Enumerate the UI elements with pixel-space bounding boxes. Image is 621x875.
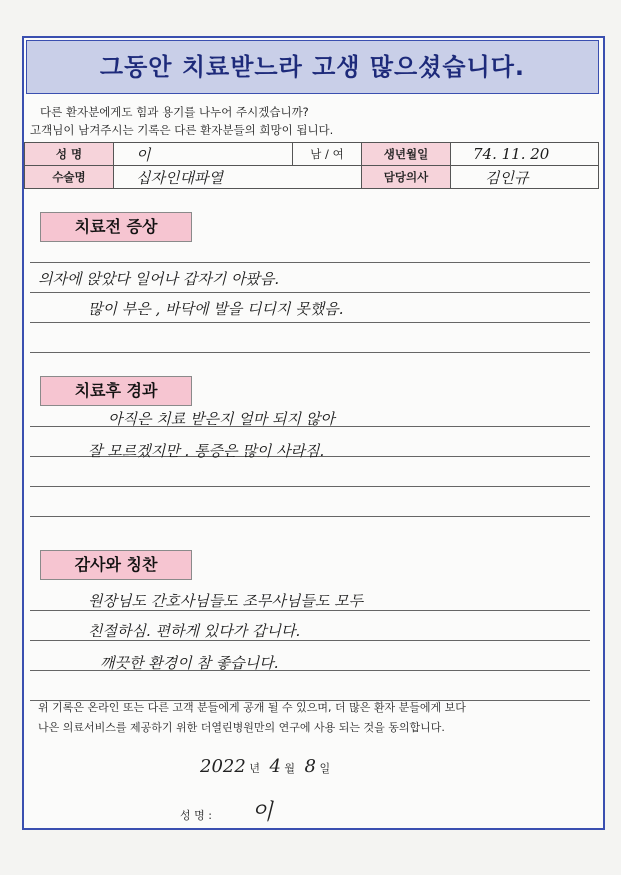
- consent-line-2: 나은 의료서비스를 제공하기 위한 더열린병원만의 연구에 사용 되는 것을 동의합니다.: [38, 721, 445, 734]
- after-heading: 치료후 경과: [40, 376, 192, 406]
- birth-label: 생년월일: [362, 143, 451, 166]
- rule: [30, 322, 590, 323]
- sign-year: 2022: [200, 756, 246, 777]
- doctor-value: 김인규: [451, 166, 599, 189]
- birth-value: 74. 11. 20: [451, 143, 599, 166]
- sign-day: 8: [304, 756, 316, 777]
- sign-name-value: 이: [251, 800, 273, 825]
- month-unit: 월: [284, 762, 296, 775]
- sign-name-row: [180, 795, 273, 826]
- intro-line-1: 다른 환자분에게도 힘과 용기를 나누어 주시겠습니까?: [40, 105, 309, 119]
- rule: [30, 292, 590, 293]
- year-unit: 년: [249, 762, 260, 775]
- name-label: 성 명: [25, 143, 114, 166]
- doctor-label: 담당의사: [362, 166, 451, 189]
- gender-field: 남 / 여: [293, 143, 362, 166]
- rule: [30, 352, 590, 353]
- sign-date: [200, 756, 330, 777]
- thanks-line-1: 원장님도 간호사님들도 조무사님들도 모두: [88, 592, 364, 610]
- rule: [30, 262, 590, 263]
- before-line-2: 많이 부은 , 바닥에 발을 디디지 못했음.: [88, 300, 344, 318]
- thanks-line-3: 깨끗한 환경이 참 좋습니다.: [100, 654, 279, 672]
- rule: [30, 486, 590, 487]
- thanks-heading: 감사와 칭찬: [40, 550, 192, 580]
- day-unit: 일: [319, 762, 331, 775]
- before-line-1: 의자에 앉았다 일어나 갑자기 아팠음.: [38, 270, 280, 288]
- sign-name-label: 성 명 :: [180, 809, 212, 822]
- surgery-label: 수술명: [25, 166, 114, 189]
- after-line-1: 아직은 치료 받은지 얼마 되지 않아: [108, 410, 335, 428]
- consent-line-1: 위 기록은 온라인 또는 다른 고객 분들에게 공개 될 수 있으며, 더 많은 환자 분들에게 보다: [38, 701, 466, 714]
- before-heading: 치료전 증상: [40, 212, 192, 242]
- page-title: 그동안 치료받느라 고생 많으셨습니다.: [99, 53, 526, 81]
- thanks-line-2: 친절하심. 편하게 있다가 갑니다.: [88, 622, 301, 640]
- name-value: 이: [114, 143, 293, 166]
- patient-info-table: [24, 142, 599, 189]
- rule: [30, 516, 590, 517]
- sign-month: 4: [269, 756, 281, 777]
- surgery-value: 십자인대파열: [114, 166, 362, 189]
- title-bar: [26, 40, 599, 94]
- after-line-2: 잘 모르겠지만 . 통증은 많이 사라짐.: [88, 442, 325, 460]
- intro-line-2: 고객님이 남겨주시는 기록은 다른 환자분들의 희망이 됩니다.: [30, 123, 334, 137]
